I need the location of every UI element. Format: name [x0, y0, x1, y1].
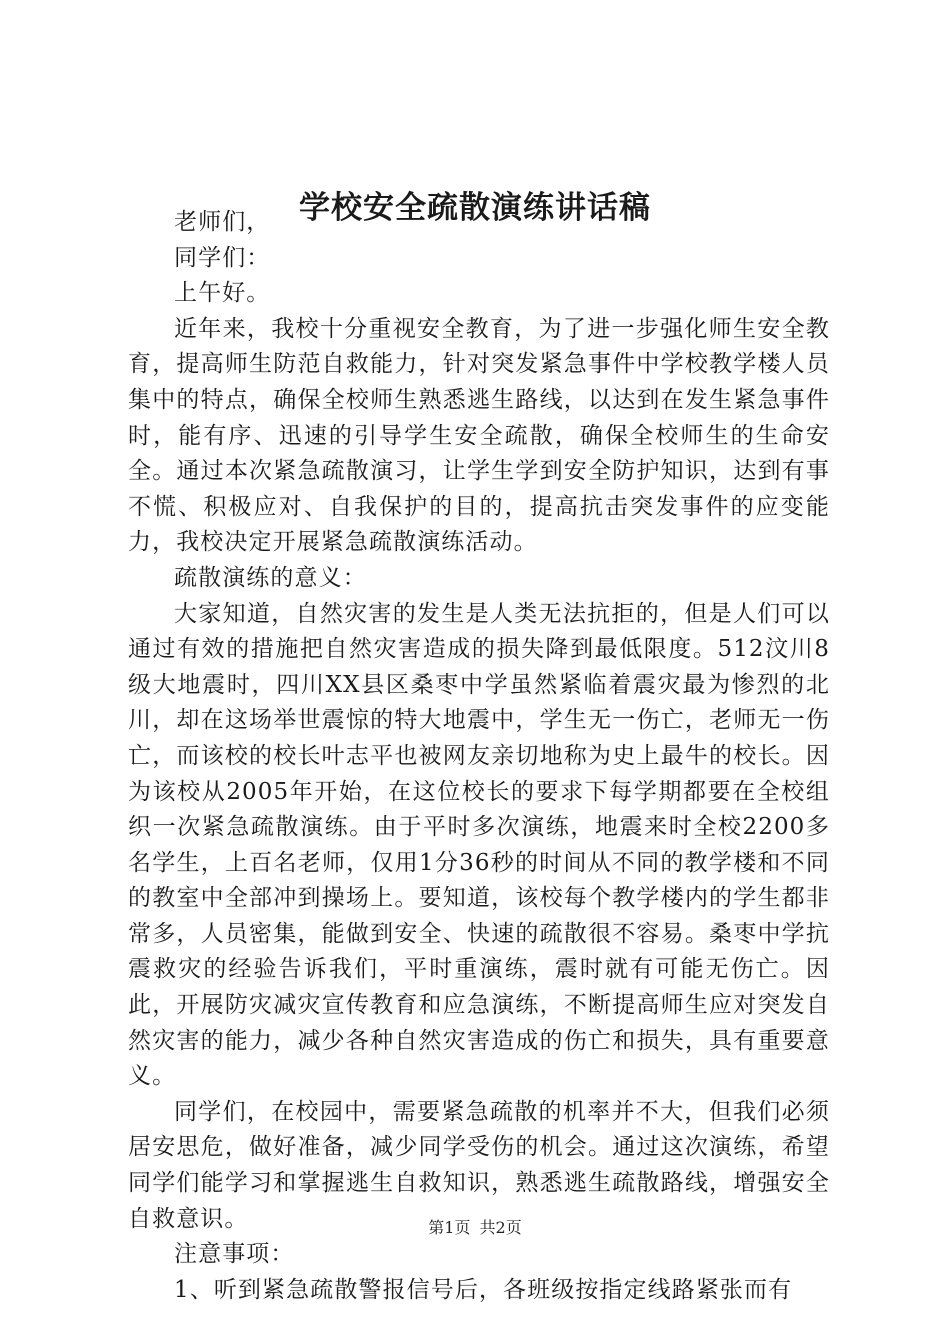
paragraph-intro: 近年来，我校十分重视安全教育，为了进一步强化师生安全教育，提高师生防范自救能力，针对突发紧急事件中学校教学楼人员集中的特点，确保全校师生熟悉逃生路线，以达到在发生紧急事件时，能有序、迅速的引导学生安全疏散，确保全校师生的生命安全。通过本次紧急疏散演习，让学生学到安全防护知识，达到有事不慌、积极应对、自我保护的目的，提高抗击突发事件的应变能力，我校决定开展紧急疏散演练活动。 [128, 315, 830, 556]
page-number-current: 第1页 [428, 1218, 471, 1237]
paragraph-note-1: 1、听到紧急疏散警报信号后，各班级按指定线路紧张而有 [174, 1276, 793, 1303]
greeting-morning: 上午好。 [174, 280, 271, 307]
document-title: 学校安全疏散演练讲话稿 [299, 190, 651, 226]
paragraph-students: 同学们，在校园中，需要紧急疏散的机率并不大，但我们必须居安思危，做好准备，减少同学受伤的机会。通过这次演练，希望同学们能学习和掌握逃生自救知识，熟悉逃生疏散路线，增强安全自救意识。 [128, 1098, 830, 1232]
page-footer [0, 1218, 950, 1238]
paragraph-significance: 大家知道，自然灾害的发生是人类无法抗拒的，但是人们可以通过有效的措施把自然灾害造成的损失降到最低限度。512汶川8级大地震时，四川XX县区桑枣中学虽然紧临着震灾最为惨烈的北川，却在这场举世震惊的特大地震中，学生无一伤亡，老师无一伤亡，而该校的校长叶志平也被网友亲切地称为史上最牛的校长。因为该校从2005年开始，在这位校长的要求下每学期都要在全校组织一次紧急疏散演练。由于平时多次演练，地震来时全校2200多名学生，上百名老师，仅用1分36秒的时间从不同的教学楼和不同的教室中全部冲到操场上。要知道，该校每个教学楼内的学生都非常多，人员密集，能做到安全、快速的疏散很不容易。桑枣中学抗震救灾的经验告诉我们，平时重演练，震时就有可能无伤亡。因此，开展防灾减灾宣传教育和应急演练，不断提高师生应对突发自然灾害的能力，减少各种自然灾害造成的伤亡和损失，具有重要意义。 [128, 600, 830, 1090]
greeting-teachers: 老师们， [174, 209, 271, 235]
section-heading-significance: 疏散演练的意义： [174, 564, 367, 591]
page-number-total: 共2页 [479, 1218, 522, 1237]
greeting-students: 同学们： [174, 244, 271, 271]
document-body [128, 205, 830, 1308]
section-heading-notes: 注意事项： [174, 1241, 295, 1268]
